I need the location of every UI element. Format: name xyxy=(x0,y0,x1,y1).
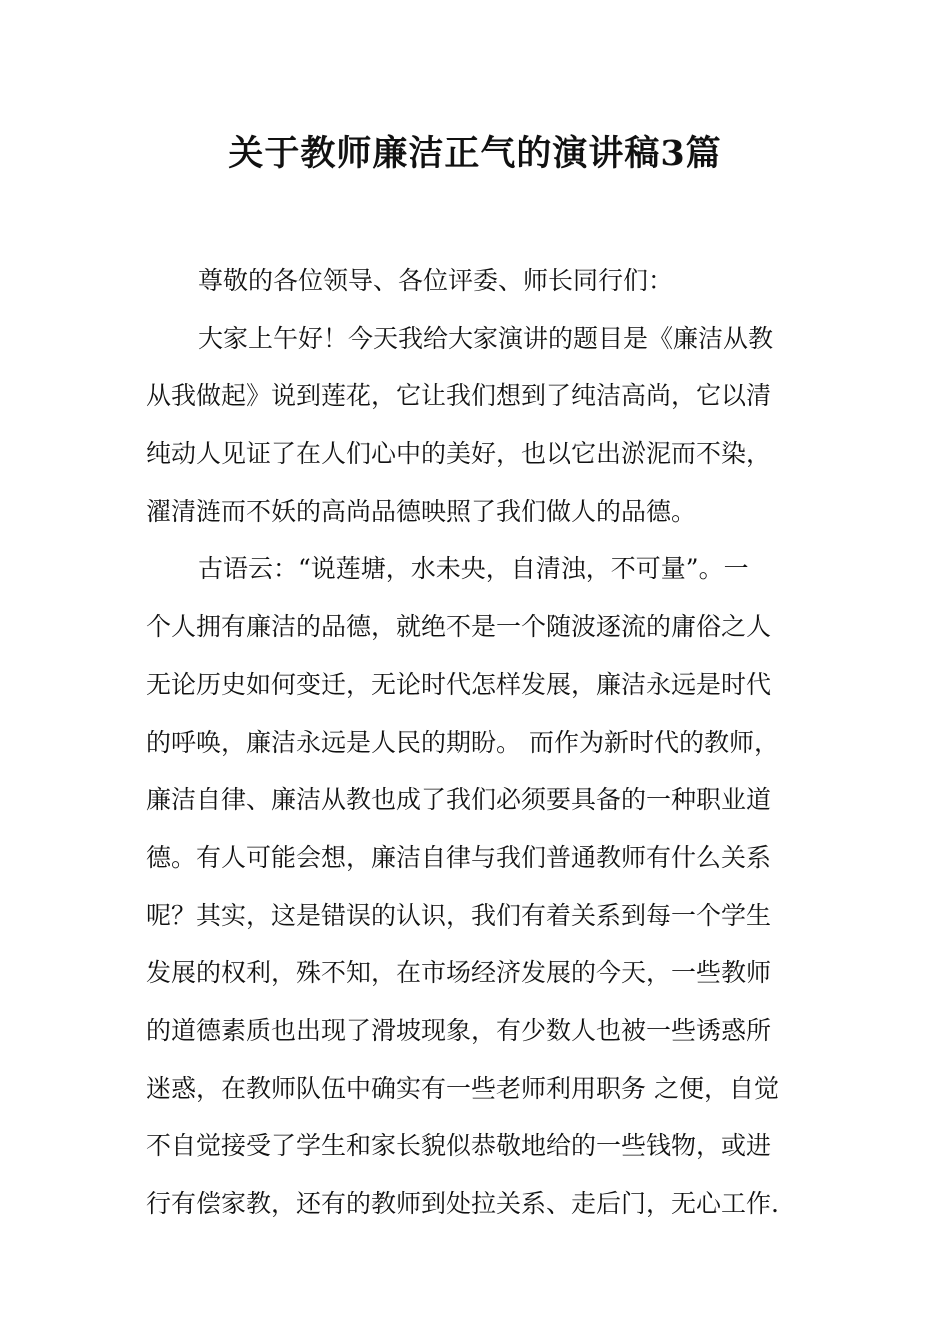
body-line: 的道德素质也出现了滑坡现象，有少数人也被一些诱惑所 xyxy=(146,1015,772,1045)
body-line: 呢？其实，这是错误的认识，我们有着关系到每一个学生 xyxy=(146,900,772,930)
body-line: 发展的权利，殊不知，在市场经济发展的今天，一些教师 xyxy=(146,958,772,988)
body-line: 不自觉接受了学生和家长貌似恭敬地给的一些钱物，或进 xyxy=(146,1131,772,1161)
body-line: 德。有人可能会想，廉洁自律与我们普通教师有什么关系 xyxy=(146,842,772,872)
body-line: 个人拥有廉洁的品德，就绝不是一个随波逐流的庸俗之人 xyxy=(146,612,772,642)
body-line: 的呼唤，廉洁永远是人民的期盼。 而作为新时代的教师， xyxy=(146,727,779,757)
body-line: 廉洁自律、廉洁从教也成了我们必须要具备的一种职业道 xyxy=(146,785,772,815)
body-line: 纯动人见证了在人们心中的美好，也以它出淤泥而不染， xyxy=(146,439,772,469)
body-line: 古语云：“说莲塘，水未央，自清浊，不可量”。一 xyxy=(198,554,749,584)
body-line: 从我做起》说到莲花，它让我们想到了纯洁高尚，它以清 xyxy=(146,381,772,411)
body-line: 濯清涟而不妖的高尚品德映照了我们做人的品德。 xyxy=(146,496,697,526)
body-line: 尊敬的各位领导、各位评委、师长同行们： xyxy=(198,266,674,295)
body-line: 迷惑，在教师队伍中确实有一些老师利用职务 之便，自觉 xyxy=(146,1073,779,1103)
body-line: 无论历史如何变迁，无论时代怎样发展，廉洁永远是时代 xyxy=(146,669,772,699)
document-body xyxy=(146,252,810,1233)
document-title: 关于教师廉洁正气的演讲稿3篇 xyxy=(228,133,722,174)
body-line: 行有偿家教，还有的教师到处拉关系、走后门，无心工作. xyxy=(146,1189,779,1218)
body-line: 大家上午好！今天我给大家演讲的题目是《廉洁从教 xyxy=(198,323,774,353)
